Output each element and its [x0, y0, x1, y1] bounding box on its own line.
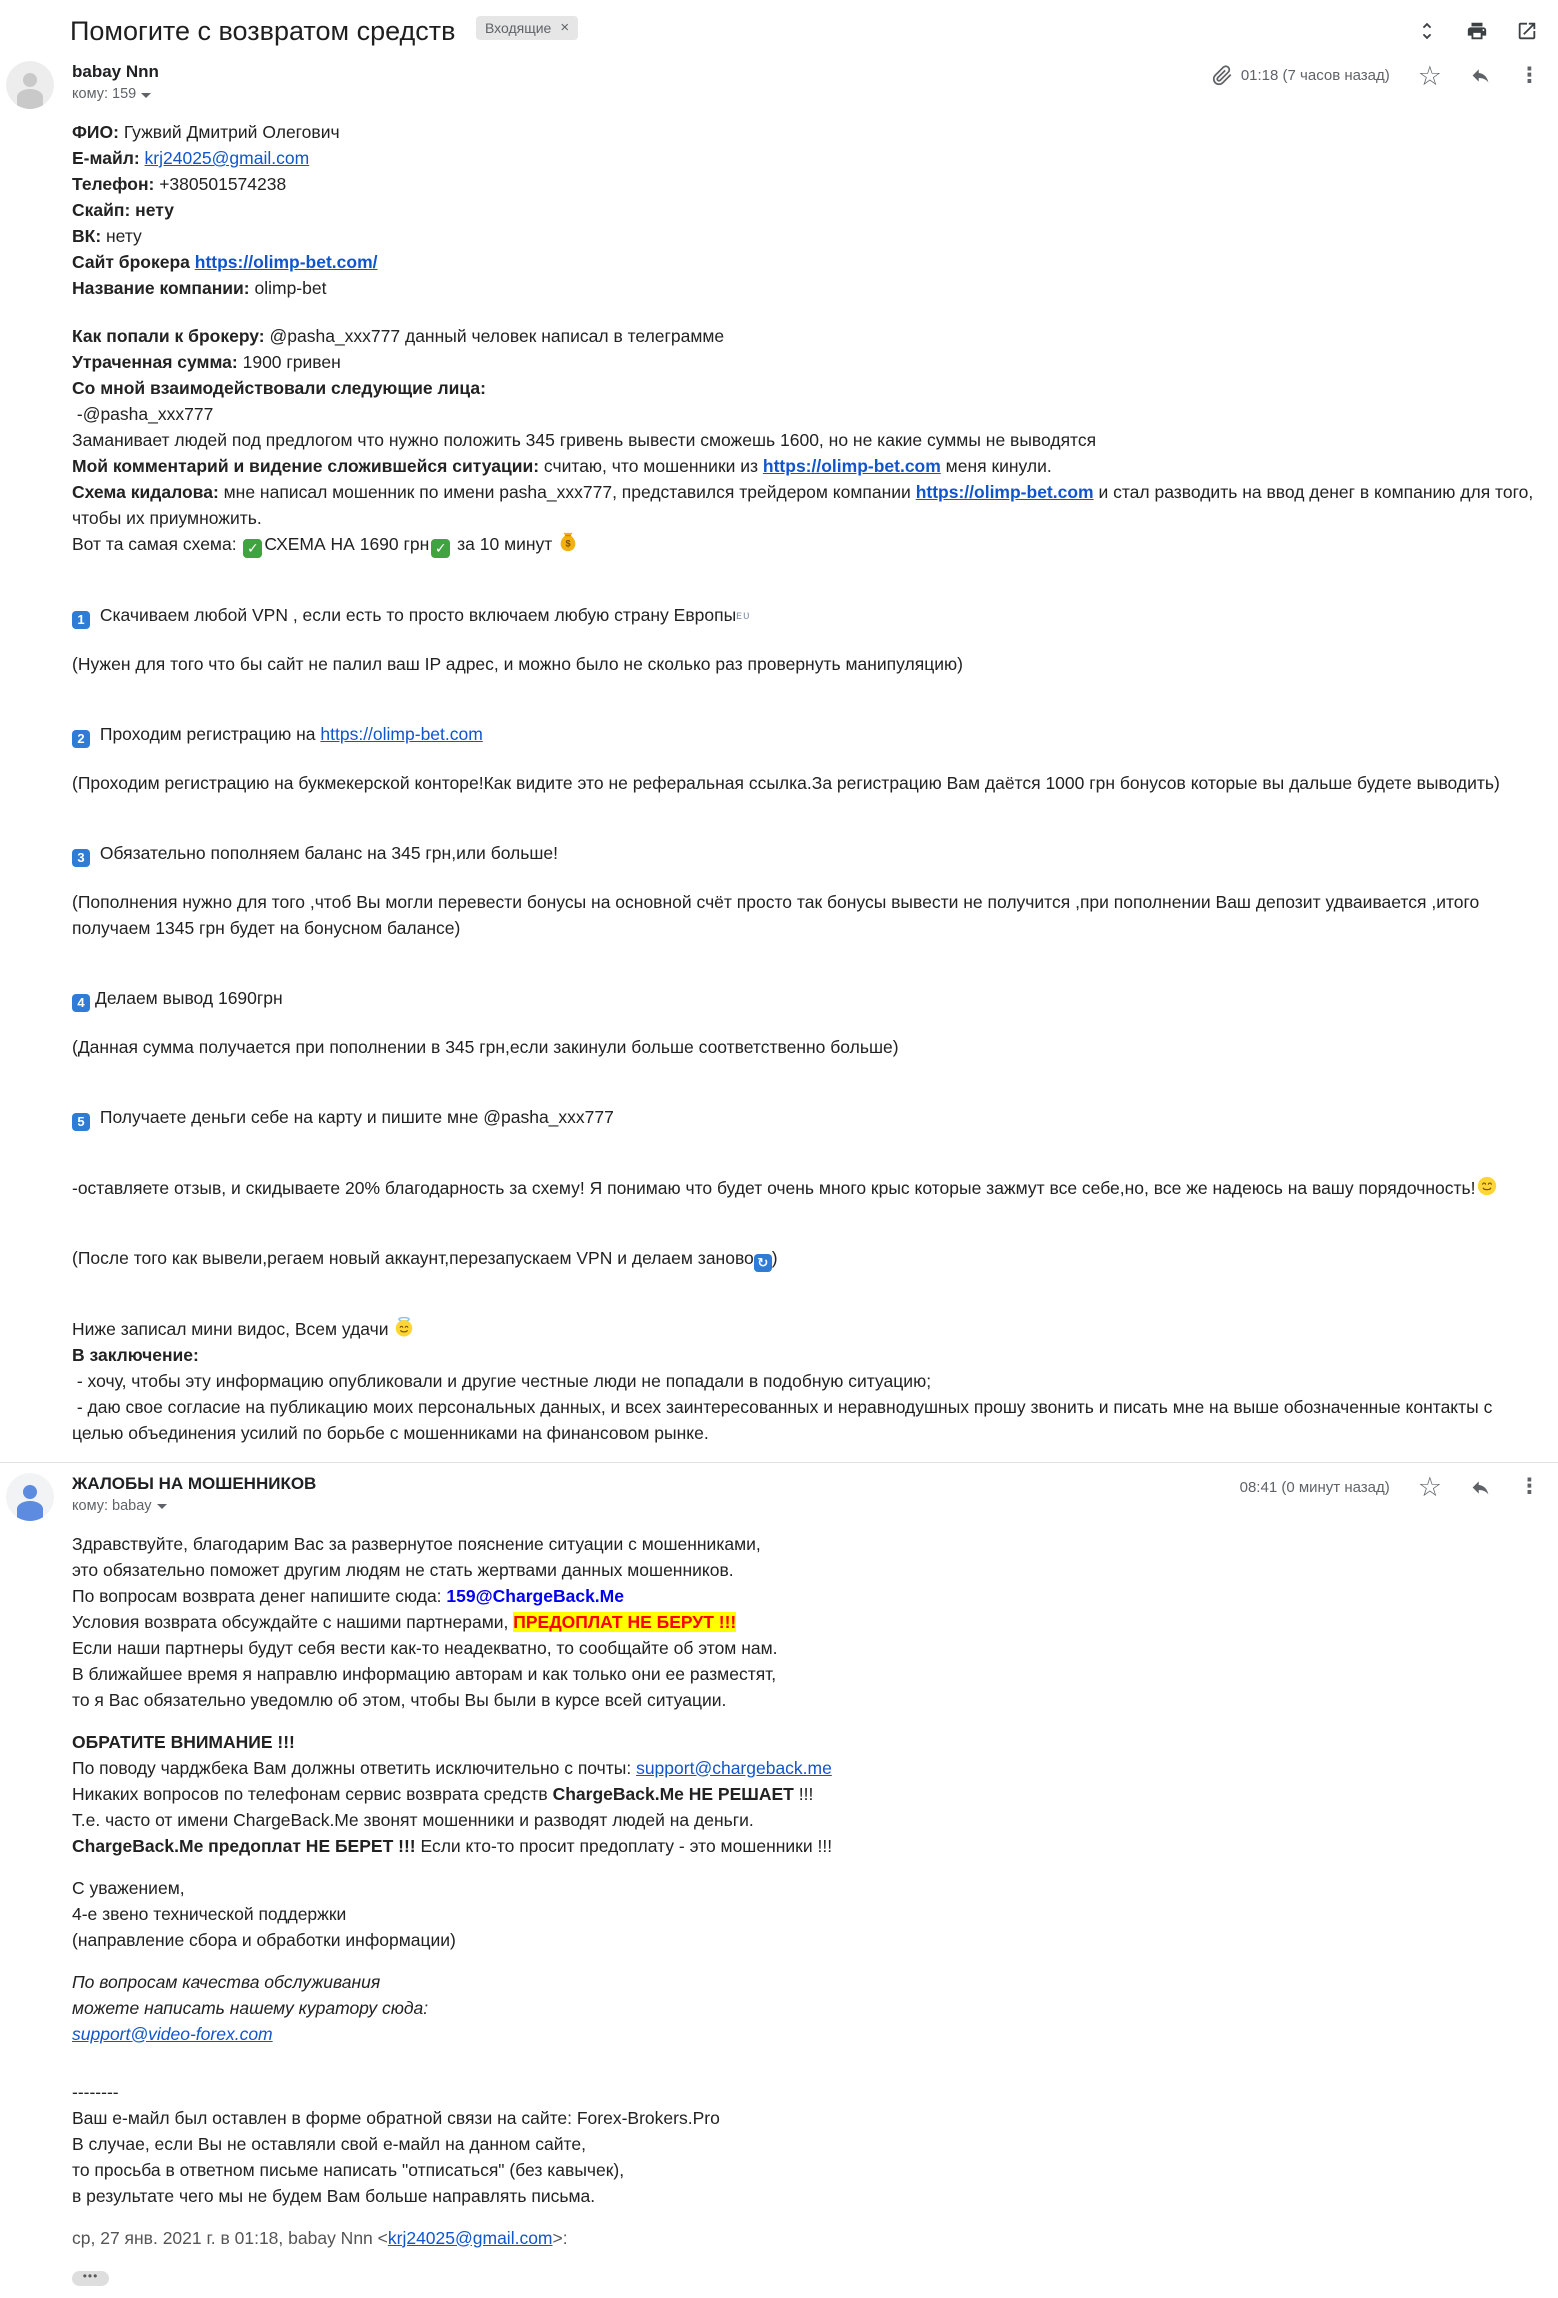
chevron-down-icon — [141, 93, 151, 98]
body-line — [72, 1104, 1538, 1131]
keycap-icon: 2 — [72, 730, 90, 748]
text-segment: нету — [101, 226, 142, 246]
text-segment: то просьба в ответном письме написать "отписаться" (без кавычек), — [72, 2159, 625, 2180]
timestamp: 01:18 (7 часов назад) — [1240, 67, 1390, 84]
body-line — [72, 1060, 1538, 1082]
text-segment: Как попали к брокеру: — [72, 326, 265, 346]
body-line — [72, 1661, 1538, 1687]
text-segment: - хочу, чтобы эту информацию опубликовали и другие честные люди не попадали в подобную ситуацию; — [72, 1370, 932, 1391]
text-segment: @pasha_xxx777 данный человек написал в телеграмме — [264, 326, 725, 346]
text-segment: ChargeBack.Me предоплат НЕ БЕРЕТ !!! — [72, 1835, 416, 1856]
sender-name: babay Nnn — [72, 62, 159, 81]
text-segment: ОБРАТИТЕ ВНИМАНИЕ !!! — [72, 1731, 295, 1752]
text-segment: Вот та самая схема: — [72, 534, 242, 554]
text-segment: Получаете деньги себе на карту и пишите мне @pasha_xxx777 — [95, 1106, 614, 1127]
text-segment: olimp-bet — [249, 278, 327, 298]
more-options-icon[interactable]: ⋮ — [1519, 63, 1540, 87]
body-line — [72, 1342, 1538, 1368]
text-segment: В заключение: — [72, 1344, 199, 1365]
text-segment: (Данная сумма получается при пополнении в 345 грн,если закинули больше соответственно больше) — [72, 1036, 899, 1057]
smile-icon — [1476, 1175, 1498, 1197]
body-line — [72, 1531, 1538, 1557]
body-line — [72, 629, 1538, 651]
body-line — [72, 323, 1538, 349]
text-segment: Ниже записал мини видос, Всем удачи — [72, 1318, 394, 1339]
body-line — [72, 1272, 1538, 1294]
body-line — [72, 2251, 1538, 2267]
body-line — [72, 1175, 1538, 1201]
body-line — [72, 2079, 1538, 2105]
link[interactable]: https://olimp-bet.com — [320, 723, 483, 744]
text-segment: в результате чего мы не будем Вам больше направлять письма. — [72, 2185, 596, 2206]
text-segment: Мой комментарий и видение сложившейся ситуации: — [72, 456, 540, 476]
link[interactable]: krj24025@gmail.com — [144, 148, 310, 168]
text-segment: Делаем вывод 1690грн — [95, 987, 283, 1008]
text-segment: С уважением, — [72, 1877, 185, 1898]
email-message-2 — [0, 1463, 1558, 2286]
email-1-body — [0, 107, 1558, 1446]
body-line — [72, 2131, 1538, 2157]
text-segment: !!! — [793, 1783, 814, 1804]
body-line — [72, 1927, 1538, 1953]
attachment-icon — [1212, 65, 1233, 86]
text-segment: ФИО: — [72, 122, 119, 142]
text-segment: ср, 27 янв. 2021 г. в 01:18, babay Nnn < — [72, 2227, 388, 2248]
link[interactable]: https://olimp-bet.com — [915, 482, 1094, 502]
body-line — [72, 1635, 1538, 1661]
thread-subject: Помогите с возвратом средств — [70, 16, 456, 46]
text-segment: В случае, если Вы не оставляли свой е-майл на данном сайте, — [72, 2133, 586, 2154]
expand-all-icon[interactable] — [1416, 20, 1438, 42]
body-line — [72, 985, 1538, 1012]
text-segment: Проходим регистрацию на — [95, 723, 321, 744]
text-segment: Если кто-то просит предоплату - это мошенники !!! — [415, 1835, 833, 1856]
body-line — [72, 699, 1538, 721]
body-line — [72, 2063, 1538, 2079]
body-line — [72, 1687, 1538, 1713]
body-line — [72, 1901, 1538, 1927]
text-segment: то я Вас обязательно уведомлю об этом, чтобы Вы были в курсе всей ситуации. — [72, 1689, 727, 1710]
body-line — [72, 1807, 1538, 1833]
body-line — [72, 1781, 1538, 1807]
thread-header — [0, 0, 1558, 51]
text-segment: (Пополнения нужно для того ,чтоб Вы могли перевести бонусы на основной счёт просто так бонусы вывести не получится ,при пополнении Ваш депозит удваивается ,итого получаем 1345 грн будет на бонусном балансе) — [72, 891, 1480, 938]
text-segment: -оставляете отзыв, и скидываете 20% благодарность за схему! Я понимаю что будет очень много крыс которые зажмут все себе,но, все же надеюсь на вашу порядочность! — [72, 1177, 1476, 1198]
text-segment: Утраченная сумма: — [72, 352, 238, 372]
body-line — [72, 1995, 1538, 2021]
body-line — [72, 558, 1538, 580]
body-line — [72, 1245, 1538, 1272]
text-segment: меня кинули. — [940, 456, 1052, 476]
text-segment: Скачиваем любой VPN , если есть то просто включаем любую страну Европы — [95, 604, 737, 625]
body-line — [72, 1583, 1538, 1609]
body-line — [72, 2209, 1538, 2225]
text-segment: Телефон: — [72, 174, 155, 194]
email-1-header — [0, 51, 1558, 107]
body-line — [72, 963, 1538, 985]
text-segment: Сайт брокера — [72, 252, 195, 272]
body-line — [72, 770, 1538, 796]
text-segment: По вопросам возврата денег напишите сюда: — [72, 1585, 447, 1606]
text-segment: В ближайшее время я направлю информацию авторам и как только они ее разместят, — [72, 1663, 777, 1684]
text-segment: ) — [771, 1247, 778, 1268]
thread-toolbar — [1416, 20, 1538, 42]
body-line — [72, 479, 1538, 531]
body-line — [72, 275, 1538, 301]
body-line — [72, 1294, 1538, 1316]
link[interactable]: krj24025@gmail.com — [387, 2227, 553, 2248]
show-trimmed-content-button[interactable]: ••• — [72, 2271, 109, 2286]
body-line — [72, 1131, 1538, 1153]
link[interactable]: https://olimp-bet.com — [762, 456, 941, 476]
body-line — [72, 1729, 1538, 1755]
check-icon: ✓ — [431, 539, 450, 558]
body-line — [72, 301, 1538, 323]
text-segment: и стал разводить на ввод денег в компанию для того, чтобы их приумножить. — [72, 482, 1534, 528]
keycap-icon: 5 — [72, 1113, 90, 1131]
email-2-header — [0, 1463, 1558, 1519]
body-line — [72, 1394, 1538, 1446]
sender-avatar — [6, 1473, 54, 1521]
body-line — [72, 171, 1538, 197]
email-message-1 — [0, 51, 1558, 1446]
body-line — [72, 1223, 1538, 1245]
text-segment: это обязательно поможет другим людям не стать жертвами данных мошенников. — [72, 1559, 734, 1580]
text-segment: По поводу чарджбека Вам должны ответить исключительно с почты: — [72, 1757, 637, 1778]
text-segment: можете написать нашему куратору сюда: — [72, 1997, 429, 2018]
eu-icon: ᴇᴜ — [736, 607, 751, 622]
body-line — [72, 748, 1538, 770]
text-segment: Е-майл: — [72, 148, 140, 168]
body-line — [72, 197, 1538, 223]
body-line — [72, 1316, 1538, 1342]
body-line — [72, 2047, 1538, 2063]
text-segment: Схема кидалова: — [72, 482, 219, 502]
body-line — [72, 2021, 1538, 2047]
body-line — [72, 1875, 1538, 1901]
keycap-icon: 4 — [72, 994, 90, 1012]
body-line — [72, 941, 1538, 963]
body-line — [72, 1082, 1538, 1104]
body-line — [72, 1833, 1538, 1859]
text-segment: считаю, что мошенники из — [539, 456, 763, 476]
body-line — [72, 1557, 1538, 1583]
text-segment: -@pasha_xxx777 — [72, 404, 214, 424]
email-2-body — [0, 1519, 1558, 2267]
repeat-icon: ↻ — [754, 1254, 772, 1272]
body-line — [72, 223, 1538, 249]
body-line — [72, 1859, 1538, 1875]
body-line — [72, 1034, 1538, 1060]
text-segment: Никаких вопросов по телефонам сервис возврата средств — [72, 1783, 553, 1804]
body-line — [72, 1755, 1538, 1781]
body-line — [72, 1012, 1538, 1034]
body-line — [72, 1368, 1538, 1394]
link[interactable]: https://olimp-bet.com/ — [194, 252, 378, 272]
text-segment: СХЕМА НА 1690 грн — [264, 534, 430, 554]
link[interactable]: support@chargeback.me — [636, 1757, 832, 1778]
text-segment: >: — [552, 2227, 568, 2248]
body-line — [72, 1713, 1538, 1729]
sender-avatar — [6, 61, 54, 109]
text-segment: Скайп: нету — [72, 200, 174, 220]
email-1-meta — [1212, 60, 1540, 91]
body-line — [72, 2183, 1538, 2209]
text-segment: 1900 гривен — [237, 352, 341, 372]
body-line — [72, 1953, 1538, 1969]
money-icon — [557, 531, 579, 553]
body-line — [72, 145, 1538, 171]
body-line — [72, 531, 1538, 558]
text-segment: Название компании: — [72, 278, 250, 298]
text-segment: ВК: — [72, 226, 102, 246]
text-segment: Обязательно пополняем баланс на 345 грн,или больше! — [95, 842, 559, 863]
body-line — [72, 1969, 1538, 1995]
text-segment: - даю свое согласие на публикацию моих персональных данных, и всех заинтересованных и неравнодушных прошу звонить и писать мне на выше обозначенные контакты с целью объединения усилий по борьбе с мошенниками на финансовом рынке. — [72, 1396, 1493, 1443]
text-segment: Здравствуйте, благодарим Вас за развернутое пояснение ситуации с мошенниками, — [72, 1533, 761, 1554]
star-icon[interactable]: ☆ — [1417, 1472, 1442, 1502]
open-in-new-icon[interactable] — [1516, 20, 1538, 42]
body-line — [72, 796, 1538, 818]
body-line — [72, 867, 1538, 889]
text-segment: (После того как вывели,регаем новый аккаунт,перезапускаем VPN и делаем заново — [72, 1247, 754, 1268]
text-segment: Если наши партнеры будут себя вести как-то неадекватно, то сообщайте об этом нам. — [72, 1637, 778, 1658]
chevron-down-icon — [157, 1504, 167, 1509]
body-line — [72, 840, 1538, 867]
text-segment: (Проходим регистрацию на букмекерской конторе!Как видите это не реферальная ссылка.За регистрацию Вам даётся 1000 грн бонусов которые вы дальше будете выводить) — [72, 772, 1500, 793]
body-line — [72, 1609, 1538, 1635]
inbox-label-text: Входящие — [484, 20, 552, 36]
body-line — [72, 889, 1538, 941]
text-segment: Т.е. часто от имени ChargeBack.Me звонят мошенники и разводят людей на деньги. — [72, 1809, 754, 1830]
recipient-text: кому: babay — [72, 1497, 152, 1514]
body-line — [72, 677, 1538, 699]
body-line — [72, 349, 1538, 375]
body-line — [72, 1153, 1538, 1175]
reply-icon[interactable] — [1470, 65, 1491, 86]
text-segment: ChargeBack.Me НЕ РЕШАЕТ — [552, 1783, 794, 1804]
body-line — [72, 119, 1538, 145]
text-segment: +380501574238 — [154, 174, 287, 194]
text-segment: Заманивает людей под предлогом что нужно положить 345 гривень вывести сможешь 1600, но не какие суммы не выводятся — [72, 430, 1097, 450]
text-segment: 159@ChargeBack.Me — [446, 1585, 624, 1606]
text-segment: мне написал мошенник по имени pasha_xxx777, представился трейдером компании — [218, 482, 916, 502]
text-segment: Ваш е-майл был оставлен в форме обратной связи на сайте: Forex-Brokers.Pro — [72, 2107, 720, 2128]
body-line — [72, 818, 1538, 840]
body-line — [72, 1201, 1538, 1223]
body-line — [72, 375, 1538, 401]
body-line — [72, 602, 1538, 629]
text-segment: -------- — [72, 2081, 119, 2102]
body-line — [72, 651, 1538, 677]
text-segment: ПРЕДОПЛАТ НЕ БЕРУТ !!! — [513, 1611, 737, 1632]
text-segment: Со мной взаимодействовали следующие лица: — [72, 378, 486, 398]
body-line — [72, 2105, 1538, 2131]
body-line — [72, 427, 1538, 453]
inbox-label-chip[interactable] — [476, 16, 578, 40]
body-line — [72, 401, 1538, 427]
body-line — [72, 2157, 1538, 2183]
recipient-dropdown[interactable] — [72, 86, 151, 102]
star-icon[interactable]: ☆ — [1417, 60, 1442, 91]
text-segment: за 10 минут — [452, 534, 558, 554]
more-options-icon[interactable]: ⋮ — [1519, 1475, 1540, 1498]
text-segment: Условия возврата обсуждайте с нашими партнерами, — [72, 1611, 514, 1632]
recipient-text: кому: 159 — [72, 86, 137, 102]
body-line — [72, 580, 1538, 602]
print-icon[interactable] — [1466, 20, 1488, 42]
keycap-icon: 3 — [72, 849, 90, 867]
text-segment: (Нужен для того что бы сайт не палил ваш IP адрес, и можно было не сколько раз провернуть манипуляцию) — [72, 653, 963, 674]
body-line — [72, 249, 1538, 275]
link[interactable]: support@video-forex.com — [72, 2023, 273, 2044]
text-segment: Гужвий Дмитрий Олегович — [118, 122, 340, 142]
timestamp: 08:41 (0 минут назад) — [1239, 1478, 1390, 1496]
body-line — [72, 2225, 1538, 2251]
recipient-dropdown[interactable] — [72, 1498, 167, 1514]
body-line — [72, 721, 1538, 748]
reply-icon[interactable] — [1470, 1477, 1491, 1498]
text-segment: 4-е звено технической поддержки — [72, 1903, 347, 1924]
keycap-icon: 1 — [72, 611, 90, 629]
email-2-meta — [1232, 1472, 1540, 1502]
angel-icon — [393, 1316, 415, 1338]
text-segment: По вопросам качества обслуживания — [72, 1971, 381, 1992]
svg-text:$: $ — [565, 538, 571, 549]
body-line — [72, 453, 1538, 479]
check-icon: ✓ — [243, 539, 262, 558]
sender-name: ЖАЛОБЫ НА МОШЕННИКОВ — [72, 1473, 317, 1493]
remove-label-icon[interactable]: × — [560, 19, 570, 36]
text-segment: (направление сбора и обработки информации) — [72, 1929, 456, 1950]
